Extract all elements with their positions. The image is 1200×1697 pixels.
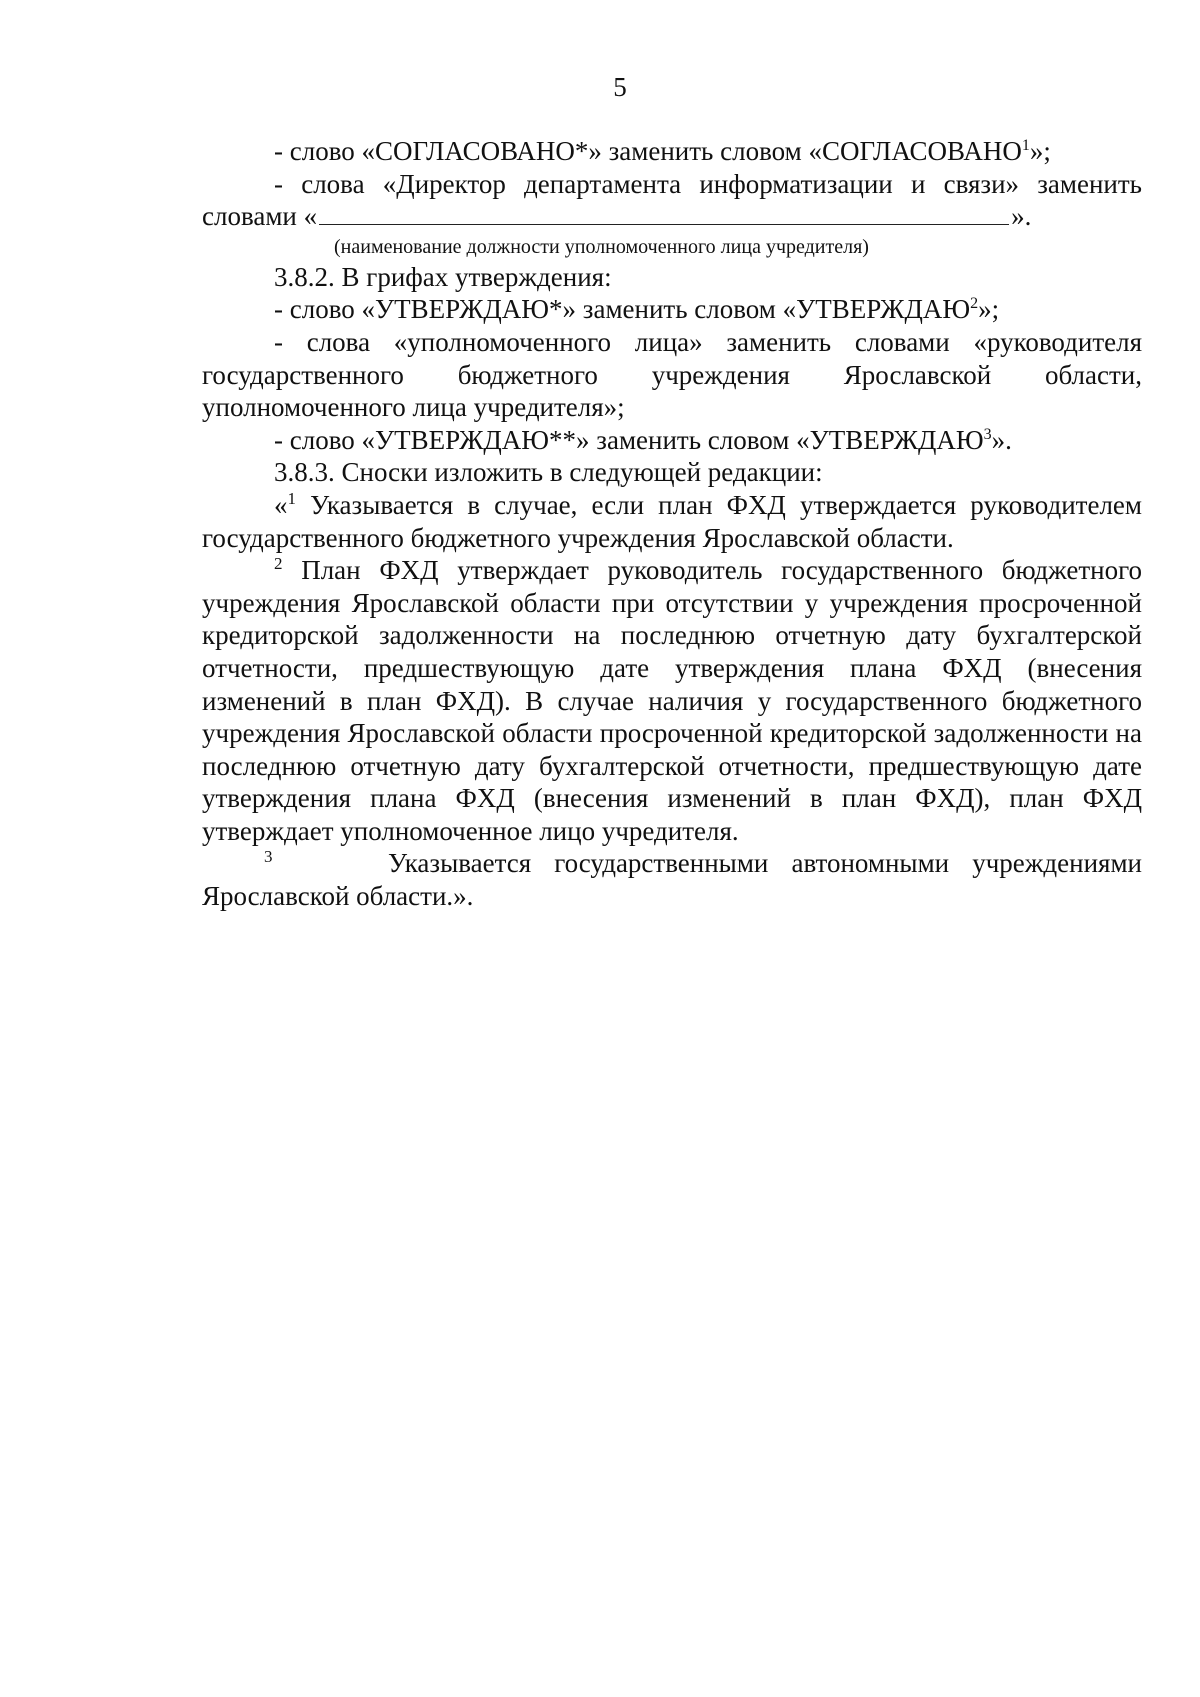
footnote-ref: 2 xyxy=(970,295,979,313)
document-body xyxy=(202,135,1149,913)
text-span: Указывается в случае, если план ФХД утверждается руководителем государственного бюджетного учреждения Ярославской области. xyxy=(202,489,1142,553)
paragraph-director xyxy=(202,168,1142,233)
blank-line xyxy=(319,202,1009,225)
footnote-ref: 3 xyxy=(983,425,992,443)
footnote-1 xyxy=(202,489,1142,554)
footnote-2 xyxy=(202,554,1142,847)
text-span: - слово «УТВЕРЖДАЮ*» заменить словом «УТВЕРЖДАЮ xyxy=(274,294,971,325)
text-span: План ФХД утверждает руководитель государственного бюджетного учреждения Ярославской области при отсутствии у учреждения просроченной кредиторской задолженности на последнюю отчетную дату бухгалтерской отчетности, предшествующую дате утверждения плана ФХД (внесения изменений в план ФХД). В случае наличия у государственного бюджетного учреждения Ярославской области просроченной кредиторской задолженности на последнюю отчетную дату бухгалтерской отчетности, предшествующую дате утверждения плана ФХД (внесения изменений в план ФХД), план ФХД утверждает уполномоченное лицо учредителя. xyxy=(202,555,1142,846)
text-span: »; xyxy=(1029,136,1051,166)
paragraph-upolnomochennogo: - слова «уполномоченного лица» заменить словами «руководителя государственного бюджетного учреждения Ярославской области, уполномоченного лица учредителя»; xyxy=(202,326,1142,423)
footnote-number: 1 xyxy=(287,488,296,508)
footnote-number: 3 xyxy=(264,847,273,867)
footnote-3 xyxy=(202,847,1149,912)
paragraph-utverzhdayu-2 xyxy=(202,424,1142,457)
text-span: ». xyxy=(1011,201,1032,232)
paragraph-3-8-3: 3.8.3. Сноски изложить в следующей редакции: xyxy=(274,457,823,488)
text-span: ». xyxy=(991,424,1012,455)
footnote-number: 2 xyxy=(274,554,283,574)
text-span: »; xyxy=(978,294,1000,325)
page-number: 5 xyxy=(613,72,627,102)
text-span: Указывается государственными автономными учреждениями Ярославской области.». xyxy=(202,848,1149,912)
paragraph-soglasovano xyxy=(202,135,1142,168)
text-span: « xyxy=(274,489,288,520)
text-span: - слово «УТВЕРЖДАЮ**» заменить словом «УТВЕРЖДАЮ xyxy=(274,424,984,455)
blank-caption: (наименование должности уполномоченного лица учредителя) xyxy=(334,235,869,258)
paragraph-3-8-2: 3.8.2. В грифах утверждения: xyxy=(274,261,612,292)
footnote-ref: 1 xyxy=(1021,137,1030,154)
paragraph-utverzhdayu xyxy=(202,293,1142,326)
text-span: - слова «Директор департамента информатизации и связи» заменить словами « xyxy=(202,168,1142,232)
text-span: - слово «СОГЛАСОВАНО*» заменить словом «СОГЛАСОВАНО xyxy=(274,136,1022,166)
